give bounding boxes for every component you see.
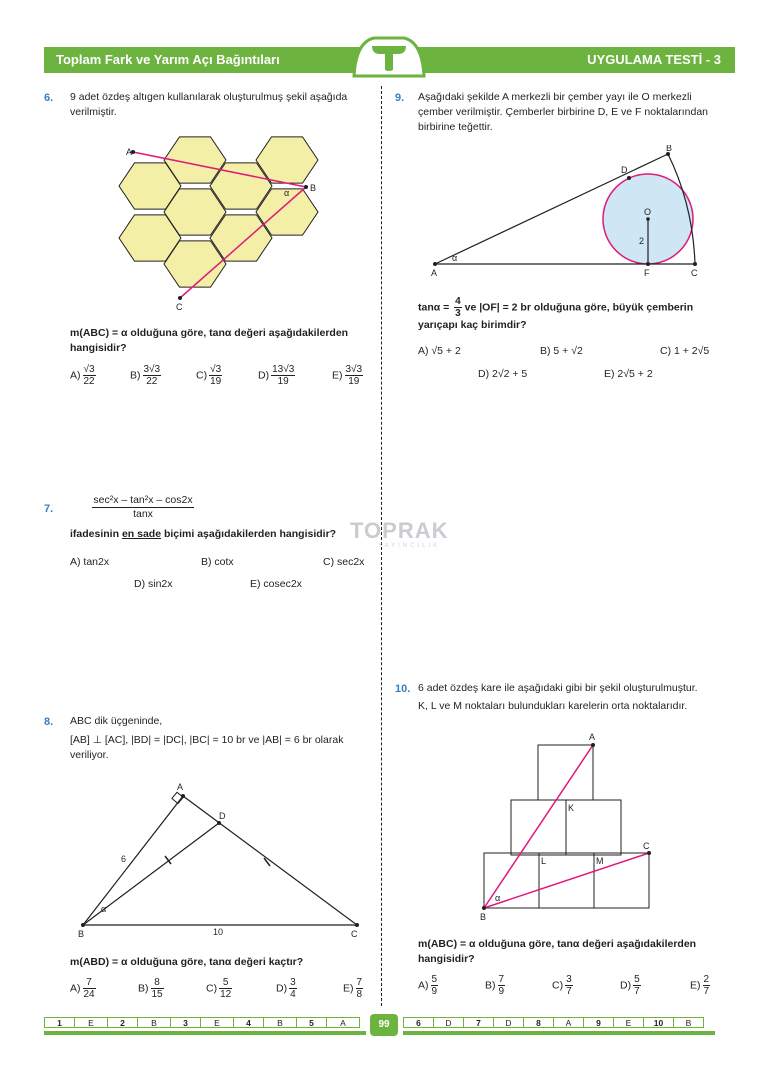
q7-expr-denominator: tanx (133, 508, 153, 520)
q9-line3: birbirine teğettir. (418, 121, 493, 133)
q10-label-C: C (643, 841, 650, 851)
q6-text: 9 adet özdeş altıgen kullanılarak oluşturulmuş şekil aşağıda verilmiştir. (70, 91, 348, 118)
q8-label-BC: 10 (213, 927, 224, 937)
option-key: E) (343, 982, 354, 995)
option-key: B) (130, 369, 141, 382)
option-numerator: √3 (210, 364, 222, 375)
q7-option-a: A) tan2x (70, 556, 110, 568)
option-key: D) (620, 979, 632, 992)
option-key: A) (418, 979, 429, 992)
q8-option-d (276, 977, 297, 1000)
option-numerator: 2 (703, 974, 710, 985)
q6-option-d (258, 364, 295, 387)
option-denominator: 12 (220, 989, 232, 1000)
q6-option-b (130, 364, 161, 387)
q9-option-b: B) 5 + √2 (540, 345, 583, 357)
header-right-title: UYGULAMA TESTİ - 3 (405, 47, 735, 73)
option-denominator: 9 (431, 986, 438, 997)
answer-key-letter: B (137, 1017, 171, 1028)
option-denominator: 7 (703, 986, 710, 997)
q8-question: m(ABD) = α olduğuna göre, tanα değeri kaçtır? (70, 956, 304, 968)
answer-key-number: 10 (643, 1017, 674, 1028)
answer-key-letter: A (553, 1017, 584, 1028)
option-denominator: 19 (348, 376, 360, 387)
q10-label-B: B (480, 912, 487, 922)
q9-option-a: A) √5 + 2 (418, 345, 461, 357)
q10-option-b (485, 974, 505, 997)
q8-label-alpha: α (101, 904, 107, 914)
q8-label-A: A (177, 782, 184, 792)
q9-circle-figure (425, 145, 715, 285)
option-numerator: 3 (566, 974, 572, 985)
option-numerator: 7 (83, 977, 96, 989)
q9-line2: çember verilmiştir. Çemberler birbirine D, E ve F noktalarından (418, 106, 709, 118)
q8-label-B: B (78, 929, 85, 939)
option-numerator: 3√3 (143, 364, 161, 375)
q9-question-line2: yarıçapı kaç birimdir? (418, 319, 527, 331)
option-numerator: 7 (498, 974, 505, 985)
q7-option-c: C) sec2x (323, 556, 365, 568)
q9-line1: Aşağıdaki şekilde A merkezli bir çember yayı ile O merkezli (418, 91, 692, 103)
option-key: D) (276, 982, 288, 995)
q6-option-c (196, 364, 222, 387)
q9-label-B: B (666, 145, 673, 153)
q7-option-b: B) cotx (201, 556, 234, 568)
q8-option-e (343, 977, 363, 1000)
watermark-sub: YAYINCILIK (378, 543, 441, 549)
q8-triangle-figure (70, 778, 370, 943)
header-left-title: Toplam Fark ve Yarım Açı Bağıntıları (44, 47, 374, 73)
option-denominator: 19 (210, 376, 222, 387)
q9-option-e: E) 2√5 + 2 (604, 368, 653, 380)
q7-question (70, 527, 336, 542)
q9-label-D: D (621, 165, 628, 175)
q9-question (418, 296, 693, 319)
answer-key-letter: D (493, 1017, 524, 1028)
q8-option-b (138, 977, 164, 1000)
option-numerator: 8 (151, 977, 164, 989)
q8-label-AB: 6 (121, 854, 127, 864)
answer-key-letter: D (433, 1017, 464, 1028)
answer-key-number: 2 (107, 1017, 138, 1028)
toprak-logo-icon (350, 32, 428, 78)
option-numerator: 5 (431, 974, 438, 985)
option-numerator: √3 (83, 364, 95, 375)
q9-label-F: F (644, 268, 650, 278)
q9-q-post: ve |OF| = 2 br olduğuna göre, büyük çemberin (461, 301, 694, 314)
answer-key-number: 9 (583, 1017, 614, 1028)
q10-label-K: K (568, 803, 575, 813)
q10-label-A: A (589, 732, 596, 742)
q8-line2: [AB] ⊥ [AC], |BD| = |DC|, |BC| = 10 br ve |AB| = 6 br olarak (70, 734, 344, 746)
answer-key-letter: A (326, 1017, 360, 1028)
q8-line1: ABC dik üçgeninde, (70, 715, 163, 727)
option-denominator: 22 (83, 376, 95, 387)
answer-key-number: 6 (403, 1017, 434, 1028)
q9-label-O: O (644, 207, 652, 217)
q7-expr-numerator: sec²x – tan²x – cos2x (93, 494, 193, 506)
q9-label-radius: 2 (639, 236, 645, 246)
option-denominator: 4 (290, 989, 296, 1000)
q10-option-c (552, 974, 573, 997)
answer-key-right (403, 1017, 703, 1029)
q7-option-e: E) cosec2x (250, 578, 302, 590)
q7-text-post: biçimi aşağıdakilerden hangisidir? (161, 528, 337, 540)
q6-label-B: B (310, 183, 317, 193)
option-key: B) (138, 982, 149, 995)
page-number: 99 (370, 1014, 398, 1036)
answer-key-letter: B (263, 1017, 297, 1028)
answer-key-number: 1 (44, 1017, 75, 1028)
q8-option-a (70, 977, 96, 1000)
answer-key-letter: E (200, 1017, 234, 1028)
option-key: A) (70, 982, 81, 995)
q10-label-alpha: α (495, 893, 501, 903)
q7-text-pre: ifadesinin (70, 528, 122, 540)
q10-number: 10. (395, 683, 411, 695)
option-key: C) (206, 982, 218, 995)
option-key: E) (690, 979, 701, 992)
q10-question-b: hangisidir? (418, 953, 475, 965)
q9-q-pre: tanα = (418, 301, 453, 314)
option-denominator: 7 (566, 986, 572, 997)
q9-number: 9. (395, 92, 405, 104)
answer-key-underline-left (44, 1031, 366, 1035)
answer-key-number: 3 (170, 1017, 201, 1028)
q9-option-d: D) 2√2 + 5 (478, 368, 528, 380)
answer-key-number: 8 (523, 1017, 554, 1028)
watermark: TOPRAK (350, 518, 449, 543)
q10-question-a: m(ABC) = α olduğuna göre, tanα değeri aşağıdakilerden (418, 938, 697, 950)
q10-line2: K, L ve M noktaları bulundukları karelerin orta noktalarıdır. (418, 700, 688, 712)
q9-frac-den: 3 (455, 308, 461, 319)
option-denominator: 24 (83, 989, 95, 1000)
q6-number: 6. (44, 92, 54, 104)
q9-option-c: C) 1 + 2√5 (660, 345, 710, 357)
option-numerator: 7 (356, 977, 363, 988)
option-numerator: 13√3 (272, 364, 295, 375)
option-denominator: 8 (356, 989, 363, 1000)
option-key: A) (70, 369, 81, 382)
option-key: C) (552, 979, 564, 992)
option-key: C) (196, 369, 208, 382)
option-denominator: 15 (151, 989, 163, 1000)
q6-question-b: hangisidir? (70, 342, 127, 354)
option-numerator: 3√3 (345, 364, 363, 375)
q10-squares-figure (475, 728, 665, 924)
q7-number: 7. (44, 503, 54, 515)
answer-key-letter: B (673, 1017, 704, 1028)
option-numerator: 5 (219, 977, 232, 989)
option-numerator: 5 (634, 974, 640, 985)
option-key: E) (332, 369, 343, 382)
q6-hexagon-figure (110, 128, 340, 313)
option-key: B) (485, 979, 496, 992)
q8-label-D: D (219, 811, 226, 821)
option-numerator: 3 (290, 977, 296, 988)
option-key: D) (258, 369, 270, 382)
q10-option-e (690, 974, 710, 997)
q10-option-a (418, 974, 438, 997)
option-denominator: 22 (146, 376, 158, 387)
q9-label-C: C (691, 268, 698, 278)
q10-line1: 6 adet özdeş kare ile aşağıdaki gibi bir şekil oluşturulmuştur. (418, 682, 698, 694)
option-denominator: 9 (498, 986, 505, 997)
q6-label-A: A (126, 147, 133, 157)
q10-label-L: L (541, 856, 547, 866)
option-denominator: 19 (277, 376, 289, 387)
q6-option-a (70, 364, 96, 387)
q10-option-d (620, 974, 641, 997)
q8-line3: veriliyor. (70, 749, 109, 761)
q9-label-A: A (431, 268, 438, 278)
q6-question-a: m(ABC) = α olduğuna göre, tanα değeri aşağıdakilerden (70, 327, 349, 339)
answer-key-number: 5 (296, 1017, 327, 1028)
q9-frac-num: 4 (455, 296, 461, 307)
q7-text-emphasis: en sade (121, 528, 162, 540)
q7-option-d: D) sin2x (134, 578, 173, 590)
q8-number: 8. (44, 716, 54, 728)
q8-label-C: C (351, 929, 358, 939)
answer-key-underline-right (403, 1031, 715, 1035)
answer-key-letter: E (613, 1017, 644, 1028)
answer-key-letter: E (74, 1017, 108, 1028)
q6-label-alpha: α (284, 188, 290, 198)
q6-label-C: C (176, 302, 183, 312)
q10-label-M: M (596, 856, 604, 866)
answer-key-number: 4 (233, 1017, 264, 1028)
option-denominator: 7 (634, 986, 640, 997)
q8-option-c (206, 977, 232, 1000)
answer-key-number: 7 (463, 1017, 494, 1028)
answer-key-left (44, 1017, 359, 1029)
q9-label-alpha: α (452, 253, 458, 263)
q6-option-e (332, 364, 363, 387)
q7-expression (92, 494, 194, 520)
